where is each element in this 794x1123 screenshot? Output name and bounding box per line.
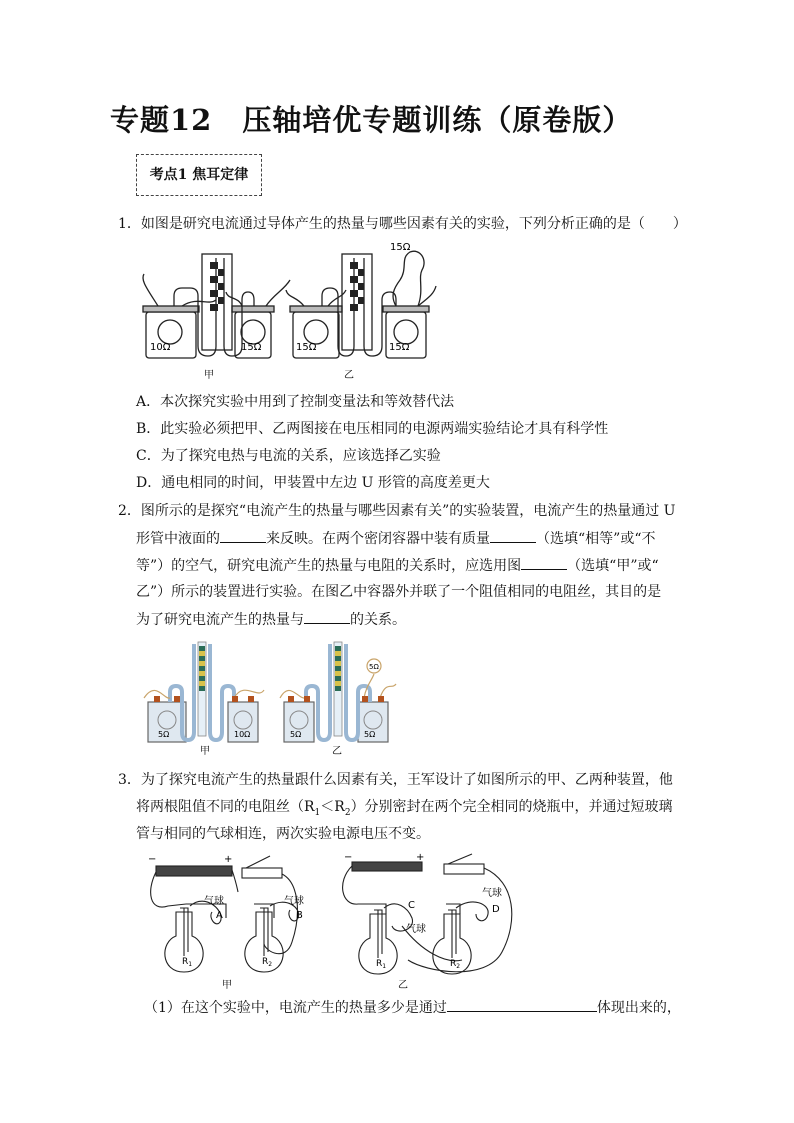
q2-r-right-jia: 10Ω xyxy=(234,730,251,739)
q1-figure xyxy=(138,240,438,382)
q1-stem: 1．如图是研究电流通过导体产生的热量与哪些因素有关的实验，下列分析正确的是（ ） xyxy=(118,216,687,232)
q2-line-2: 形管中液面的 来反映。在两个密闭容器中装有质量 （选填“相等”或“不 xyxy=(136,528,655,549)
q1-r-right-jia: 15Ω xyxy=(241,342,262,353)
q2-r-right-yi: 5Ω xyxy=(364,730,376,739)
q3-plus-yi: + xyxy=(416,852,425,863)
q3-balloon-c-word: 气球 xyxy=(406,924,426,935)
q1-option-c: C．为了探究电热与电流的关系，应该选择乙实验 xyxy=(136,448,441,464)
q3-line-2: 将两根阻值不同的电阻丝$(R_1<R_2)$分别密封在两个完全相同的烧瓶中，并通过短玻璃 xyxy=(136,799,673,818)
q2-r-outside: 5Ω xyxy=(369,663,379,671)
section-box: 考点1 焦耳定律 xyxy=(136,154,262,196)
q1-option-d: D．通电相同的时间，甲装置中左边 U 形管的高度差更大 xyxy=(136,475,490,491)
q3-balloon-b-word: 气球 xyxy=(284,896,304,907)
q3-label-jia: 甲 xyxy=(222,980,232,991)
q2-line-1: 2．图所示的是探究“电流产生的热量与哪些因素有关”的实验装置，电流产生的热量通过 U xyxy=(118,503,676,519)
q2-label-jia: 甲 xyxy=(200,746,210,757)
q2-line-3: 等”）的空气，研究电流产生的热量与电阻的关系时，应选用图 （选填“甲”或“ xyxy=(136,555,659,576)
q3-sub-1: （1）在这个实验中，电流产生的热量多少是通过 体现出来的， xyxy=(144,997,681,1018)
q1-option-a: A．本次探究实验中用到了控制变量法和等效替代法 xyxy=(136,394,455,410)
q2-line-4: 乙”）所示的装置进行实验。在图乙中容器外并联了一个阻值相同的电阻丝，其目的是 xyxy=(136,584,662,600)
q3-minus-yi: − xyxy=(344,852,353,863)
q1-label-jia: 甲 xyxy=(204,370,214,381)
q3-r1-jia: $R_1$ xyxy=(182,957,193,968)
q1-r-outside: 15Ω xyxy=(390,242,411,253)
q3-label-c: C xyxy=(408,900,415,911)
q3-line-1: 3．为了探究电流产生的热量跟什么因素有关，王军设计了如图所示的甲、乙两种装置，他 xyxy=(118,772,673,788)
q3-line-3: 管与相同的气球相连，两次实验电源电压不变。 xyxy=(136,826,430,842)
q2-line-5: 为了研究电流产生的热量与 的关系。 xyxy=(136,609,406,630)
q2-figure xyxy=(140,640,400,758)
q3-r1-yi: $R_1$ xyxy=(376,959,387,970)
q3-plus-jia: + xyxy=(224,854,233,865)
q2-r-left-jia: 5Ω xyxy=(158,730,170,739)
q2-r-left-yi: 5Ω xyxy=(290,730,302,739)
q2-blank-1[interactable] xyxy=(220,528,266,543)
q2-label-yi: 乙 xyxy=(332,746,342,757)
q1-r-left-yi: 15Ω xyxy=(296,342,317,353)
q3-r2-yi: $R_2$ xyxy=(450,959,461,970)
q3-label-b: B xyxy=(296,910,303,921)
q2-blank-3[interactable] xyxy=(521,555,567,570)
q1-label-yi: 乙 xyxy=(344,370,354,381)
q3-label-a: A xyxy=(216,910,223,921)
q2-blank-2[interactable] xyxy=(490,528,536,543)
q3-balloon-d-word: 气球 xyxy=(482,888,502,899)
q1-r-right-yi: 15Ω xyxy=(389,342,410,353)
q3-balloon-a-word: 气球 xyxy=(204,896,224,907)
q3-minus-jia: − xyxy=(148,854,157,865)
q2-blank-4[interactable] xyxy=(304,609,350,624)
q1-r-left-jia: 10Ω xyxy=(150,342,171,353)
q3-r2-jia: $R_2$ xyxy=(262,957,273,968)
q3-label-d: D xyxy=(492,904,500,915)
q1-option-b: B．此实验必须把甲、乙两图接在电压相同的电源两端实验结论才具有科学性 xyxy=(136,421,609,437)
page-title: 专题12 压轴培优专题训练（原卷版） xyxy=(110,103,633,137)
q3-label-yi: 乙 xyxy=(398,980,408,991)
q3-figure xyxy=(146,852,526,992)
q3-blank-1[interactable] xyxy=(447,997,597,1012)
